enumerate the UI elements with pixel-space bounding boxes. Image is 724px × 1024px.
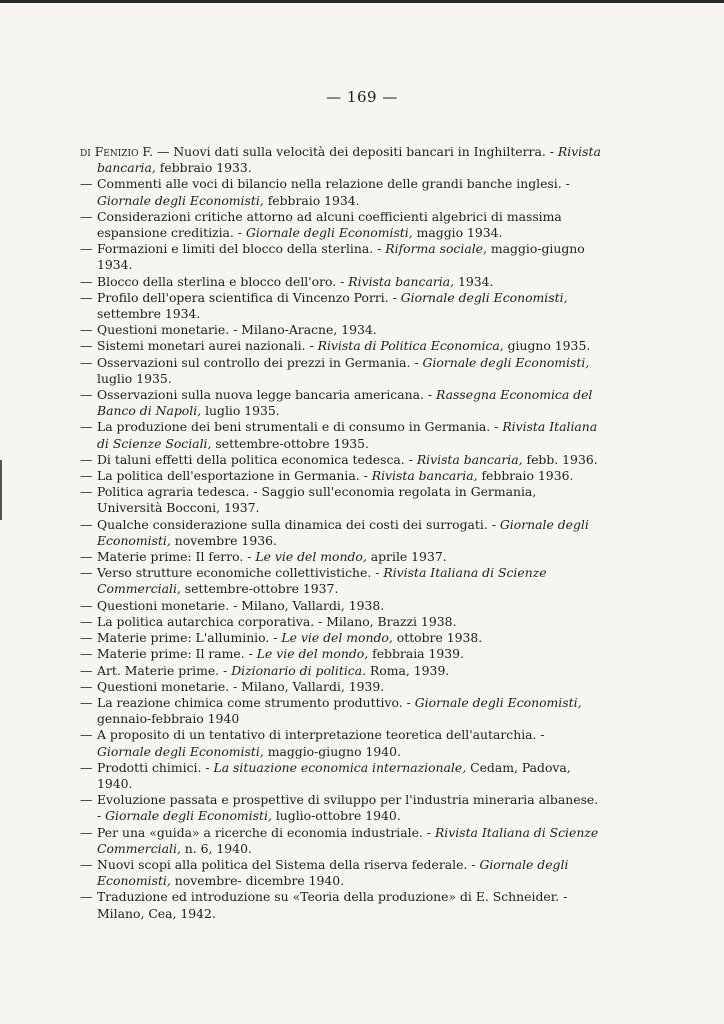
entry-text: luglio-ottobre 1940. [271, 808, 401, 824]
publication-title: Giornale degli Economisti, [422, 354, 590, 370]
entry-text: Questioni monetarie. - Milano-Aracne, 1934. [97, 322, 377, 338]
publication-title: Giornale degli Economisti, [105, 808, 272, 824]
bibliography-entry [80, 679, 602, 695]
entry-text: febbraio 1936. [477, 468, 574, 484]
entry-text: Profilo dell'opera scientifica di Vincenzo Porri. - [97, 289, 401, 305]
bibliography-entry [80, 792, 602, 824]
publication-title: Rivista di Politica Economica, [317, 338, 504, 354]
bibliography-entry [80, 290, 602, 322]
entry-text: Prodotti chimici. - [97, 759, 214, 775]
bibliography-entry [80, 419, 602, 451]
entry-text: Osservazioni sul controllo dei prezzi in Germania. - [97, 354, 423, 370]
publication-title: Rivista bancaria, [348, 273, 455, 289]
entry-dash: — [80, 354, 93, 370]
publication-title: Le vie del mondo, [281, 630, 393, 646]
publication-title: Rivista Italiana di Scienze Commerciali, [97, 565, 547, 597]
entry-dash: — [80, 273, 93, 289]
entry-text: febbraia 1939. [368, 646, 464, 662]
entry-text: novembre 1936. [170, 532, 277, 548]
entry-text: Considerazioni critiche attorno ad alcuni coefficienti algebrici di massima espansione creditizia. - [97, 208, 562, 241]
bibliography-entry [80, 355, 602, 387]
bibliography-entry [80, 209, 602, 241]
entry-text: Materie prime: Il rame. - [97, 646, 257, 662]
entry-dash: — [80, 889, 93, 905]
entry-dash: — [80, 516, 93, 532]
entry-text: La produzione dei beni strumentali e di consumo in Germania. - [97, 419, 503, 435]
entry-text: febbraio 1934. [263, 192, 360, 208]
entry-dash: — [80, 419, 93, 435]
publication-title: Giornale degli Economisti, [97, 856, 569, 889]
bibliography-entry [80, 598, 602, 614]
publication-title: Giornale degli Economisti, [245, 225, 413, 241]
bibliography-entry [80, 565, 602, 597]
entry-text: Questioni monetarie. - Milano, Vallardi, 1938. [97, 597, 385, 613]
bibliography-entry [80, 614, 602, 630]
publication-title: La situazione economica internazionale, [213, 759, 467, 775]
entry-text: — Nuovi dati sulla velocità dei depositi bancari in Inghilterra. - [153, 144, 558, 159]
entry-text: Traduzione ed introduzione su «Teoria della produzione» di E. Schneider. - Milano, Cea, 1942. [97, 889, 568, 921]
page-top-border [0, 0, 724, 3]
entry-text: settembre 1934. [97, 306, 201, 322]
entry-dash: — [80, 208, 93, 224]
entry-text: La politica autarchica corporativa. - Milano, Brazzi 1938. [97, 613, 457, 629]
entry-text: luglio 1935. [201, 403, 280, 419]
entry-dash: — [80, 387, 93, 403]
entry-text: 1934. [454, 273, 494, 289]
publication-title: Giornale degli Economisti, [414, 694, 582, 710]
publication-title: Rivista Italiana di Scienze Commerciali, [97, 824, 599, 856]
entry-dash: — [80, 727, 93, 743]
page-number: — 169 — [326, 88, 398, 106]
entry-dash: — [80, 824, 93, 840]
entry-text: Questioni monetarie. - Milano, Vallardi, 1939. [97, 678, 385, 694]
entry-text: aprile 1937. [366, 549, 447, 565]
entry-dash: — [80, 549, 93, 565]
entry-dash: — [80, 484, 93, 500]
entry-dash: — [80, 678, 93, 694]
entry-dash: — [80, 630, 93, 646]
entry-dash: — [80, 451, 93, 467]
entry-dash: — [80, 338, 93, 354]
bibliography-entry [80, 760, 602, 792]
entry-text: Evoluzione passata e prospettive di sviluppo per l'industria mineraria albanese. - [97, 792, 599, 824]
entry-dash: — [80, 792, 93, 808]
entry-text: febbraio 1933. [155, 160, 252, 176]
bibliography-entry [80, 338, 602, 354]
entry-text: maggio-giugno 1934. [97, 241, 585, 273]
entry-dash: — [80, 694, 93, 710]
bibliography-entry [80, 452, 602, 468]
entry-text: Verso strutture economiche collettivistiche. - [97, 565, 384, 581]
entry-text: febb. 1936. [522, 451, 598, 467]
bibliography-entry [80, 274, 602, 290]
bibliography-entry [80, 857, 602, 889]
bibliography-entry [80, 468, 602, 484]
entry-text: ottobre 1938. [392, 630, 483, 646]
entry-dash: — [80, 759, 93, 775]
bibliography-entry [80, 695, 602, 727]
bibliography-entry [80, 241, 602, 273]
entry-text: Qualche considerazione sulla dinamica dei costi dei surrogati. - [97, 516, 500, 532]
publication-title: Giornale degli Economisti, [97, 516, 589, 548]
publication-title: Giornale degli Economisti, [97, 743, 264, 759]
entry-text: Formazioni e limiti del blocco della sterlina. - [97, 241, 386, 257]
entry-text: Art. Materie prime. - [97, 662, 232, 678]
entry-text: A proposito di un tentativo di interpretazione teoretica dell'autarchia. - [97, 727, 545, 743]
entry-text: gennaio-febbraio 1940 [97, 711, 240, 727]
entry-text: Blocco della sterlina e blocco dell'oro. - [97, 273, 349, 289]
author-name: di Fenizio F. [80, 144, 154, 159]
publication-title: Rivista Italiana di Scienze Sociali, [97, 419, 598, 451]
bibliography-entry [80, 825, 602, 857]
entry-dash: — [80, 662, 93, 678]
entry-text: settembre-ottobre 1935. [211, 435, 369, 451]
publication-title: Le vie del mondo, [255, 549, 367, 565]
entry-text: Materie prime: L'alluminio. - [97, 630, 282, 646]
entry-dash: — [80, 613, 93, 629]
entry-text: novembre- dicembre 1940. [170, 873, 345, 889]
entry-dash: — [80, 468, 93, 484]
entry-text: Materie prime: Il ferro. - [97, 549, 256, 565]
entry-text: maggio 1934. [412, 225, 503, 241]
publication-title: Riforma sociale, [385, 241, 487, 257]
entry-text: Cedam, Padova, 1940. [97, 759, 571, 791]
bibliography-entry [80, 517, 602, 549]
entry-text: Per una «guida» a ricerche di economia industriale. - [97, 824, 435, 840]
publication-title: Rivista bancaria, [97, 144, 601, 176]
bibliography-entry [80, 484, 602, 516]
bibliography-entry [80, 549, 602, 565]
bibliography-entry [80, 727, 602, 759]
publication-title: Rivista bancaria, [416, 451, 523, 467]
binding-edge-mark [0, 460, 2, 520]
entry-text: maggio-giugno 1940. [263, 743, 401, 759]
entry-text: Osservazioni sulla nuova legge bancaria americana. - [97, 387, 437, 403]
publication-title: Giornale degli Economisti, [97, 192, 264, 208]
publication-title: Dizionario di politica. [231, 662, 367, 678]
entry-dash: — [80, 289, 93, 305]
entry-text: n. 6, 1940. [180, 840, 252, 856]
entry-dash: — [80, 176, 93, 192]
entry-text: luglio 1935. [97, 370, 172, 386]
bibliography-entry [80, 663, 602, 679]
entry-dash: — [80, 856, 93, 872]
bibliography-entry [80, 144, 602, 176]
publication-title: Le vie del mondo, [256, 646, 369, 662]
entry-text: giugno 1935. [503, 338, 591, 354]
bibliography-entry [80, 387, 602, 419]
entry-text: Sistemi monetari aurei nazionali. - [97, 338, 318, 354]
entry-dash: — [80, 322, 93, 338]
entry-dash: — [80, 565, 93, 581]
bibliography-entry [80, 322, 602, 338]
bibliography-list [80, 144, 602, 922]
entry-text: Politica agraria tedesca. - Saggio sull'economia regolata in Germania, Università Bocconi, 1937. [97, 484, 537, 516]
entry-text: Commenti alle voci di bilancio nella relazione delle grandi banche inglesi. - [97, 176, 570, 192]
entry-text: settembre-ottobre 1937. [180, 581, 339, 597]
bibliography-entry [80, 889, 602, 921]
publication-title: Rassegna Economica del Banco di Napoli, [97, 387, 593, 419]
entry-text: Roma, 1939. [366, 662, 450, 678]
bibliography-entry [80, 646, 602, 662]
entry-dash: — [80, 241, 93, 257]
entry-dash: — [80, 646, 93, 662]
bibliography-entry [80, 630, 602, 646]
publication-title: Rivista bancaria, [371, 468, 478, 484]
entry-text: Di taluni effetti della politica economica tedesca. - [97, 451, 417, 467]
entry-text: La politica dell'esportazione in Germania. - [97, 468, 372, 484]
bibliography-entry [80, 176, 602, 208]
entry-text: La reazione chimica come strumento produttivo. - [97, 694, 415, 710]
publication-title: Giornale degli Economisti, [400, 289, 568, 305]
entry-dash: — [80, 597, 93, 613]
entry-text: Nuovi scopi alla politica del Sistema della riserva federale. - [97, 856, 480, 872]
